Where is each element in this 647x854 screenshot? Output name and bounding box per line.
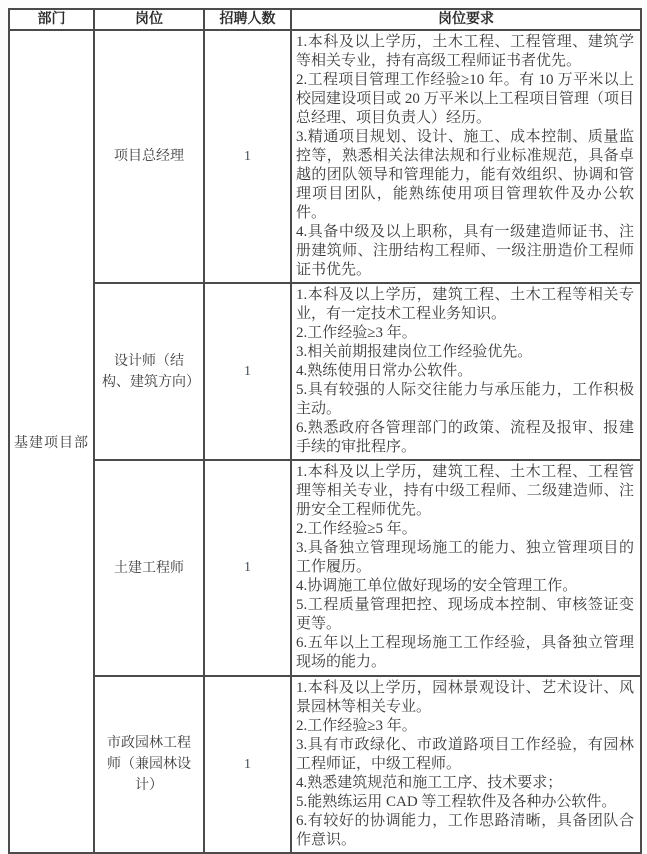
requirement-item: 5.能熟练运用 CAD 等工程软件及各种办公软件。 bbox=[296, 794, 617, 810]
requirement-item: 6.五年以上工程现场施工工作经验，具备独立管理现场的能力。 bbox=[296, 635, 634, 670]
requirement-item: 1.本科及以上学历，建筑工程、土木工程等相关专业，有一定技术工程业务知识。 bbox=[296, 287, 634, 322]
requirement-item: 3.具有市政绿化、市政道路项目工作经验，有园林工程师证，中级工程师。 bbox=[296, 737, 634, 772]
requirement-item: 4.协调施工单位做好现场的安全管理工作。 bbox=[296, 578, 578, 594]
requirement-item: 1.本科及以上学历，园林景观设计、艺术设计、风景园林等相关专业。 bbox=[296, 680, 634, 715]
position-cell: 土建工程师 bbox=[94, 460, 204, 676]
table-row-designer bbox=[9, 283, 641, 460]
requirement-item: 3.精通项目规划、设计、施工、成本控制、质量监控等，熟悉相关法律法规和行业标准规范，具备卓越的团队领导和管理能力，能有效组织、协调和管理项目团队，能熟练使用项目管理软件及办公软件。 bbox=[296, 129, 634, 221]
requirement-item: 4.具备中级及以上职称，具有一级建造师证书、注册建筑师、注册结构工程师、一级注册造价工程师证书优先。 bbox=[296, 224, 634, 278]
position-cell: 设计师（结构、建筑方向） bbox=[94, 283, 204, 460]
requirement-item: 3.具备独立管理现场施工的能力、独立管理项目的工作履历。 bbox=[296, 540, 634, 575]
requirement-item: 2.工作经验≥3 年。 bbox=[296, 325, 417, 341]
requirement-item: 2.工作经验≥5 年。 bbox=[296, 521, 417, 537]
header-requirements: 岗位要求 bbox=[291, 9, 641, 30]
table-row-civil-engineer bbox=[9, 460, 641, 676]
requirement-item: 5.具有较强的人际交往能力与承压能力，工作积极主动。 bbox=[296, 382, 634, 417]
header-row bbox=[9, 9, 641, 30]
recruitment-table bbox=[8, 8, 642, 854]
position-cell: 项目总经理 bbox=[94, 30, 204, 283]
requirement-item: 4.熟悉建筑规范和施工工序、技术要求； bbox=[296, 775, 563, 791]
requirement-item: 3.相关前期报建岗位工作经验优先。 bbox=[296, 344, 533, 360]
requirement-item: 6.有较好的协调能力，工作思路清晰，具备团队合作意识。 bbox=[296, 813, 634, 848]
requirements-cell bbox=[291, 30, 641, 283]
requirements-cell bbox=[291, 460, 641, 676]
headcount-cell: 1 bbox=[204, 460, 291, 676]
headcount-cell: 1 bbox=[204, 30, 291, 283]
requirement-item: 5.工程质量管理把控、现场成本控制、审核签证变更等。 bbox=[296, 597, 634, 632]
header-department: 部门 bbox=[9, 9, 94, 30]
position-cell: 市政园林工程师（兼园林设计） bbox=[94, 676, 204, 853]
header-position: 岗位 bbox=[94, 9, 204, 30]
requirement-item: 6.熟悉政府各管理部门的政策、流程及报审、报建手续的审批程序。 bbox=[296, 420, 634, 455]
header-headcount: 招聘人数 bbox=[204, 9, 291, 30]
requirements-cell bbox=[291, 676, 641, 853]
document-sheet bbox=[8, 8, 640, 854]
department-cell: 基建项目部 bbox=[9, 30, 94, 853]
requirements-cell bbox=[291, 283, 641, 460]
requirement-item: 1.本科及以上学历，土木工程、工程管理、建筑学等相关专业，持有高级工程师证书者优先。 bbox=[296, 34, 634, 69]
table-row-project-general-manager bbox=[9, 30, 641, 283]
requirement-item: 4.熟练使用日常办公软件。 bbox=[296, 363, 473, 379]
requirement-item: 1.本科及以上学历，建筑工程、土木工程、工程管理等相关专业，持有中级工程师、二级建造师、注册安全工程师优先。 bbox=[296, 464, 634, 518]
headcount-cell: 1 bbox=[204, 283, 291, 460]
headcount-cell: 1 bbox=[204, 676, 291, 853]
table-row-municipal-landscape-engineer bbox=[9, 676, 641, 853]
requirement-item: 2.工程项目管理工作经验≥10 年。有 10 万平米以上校园建设项目或 20 万平米以上工程项目管理（项目总经理、项目负责人）经历。 bbox=[296, 72, 634, 126]
requirement-item: 2.工作经验≥3 年。 bbox=[296, 718, 417, 734]
